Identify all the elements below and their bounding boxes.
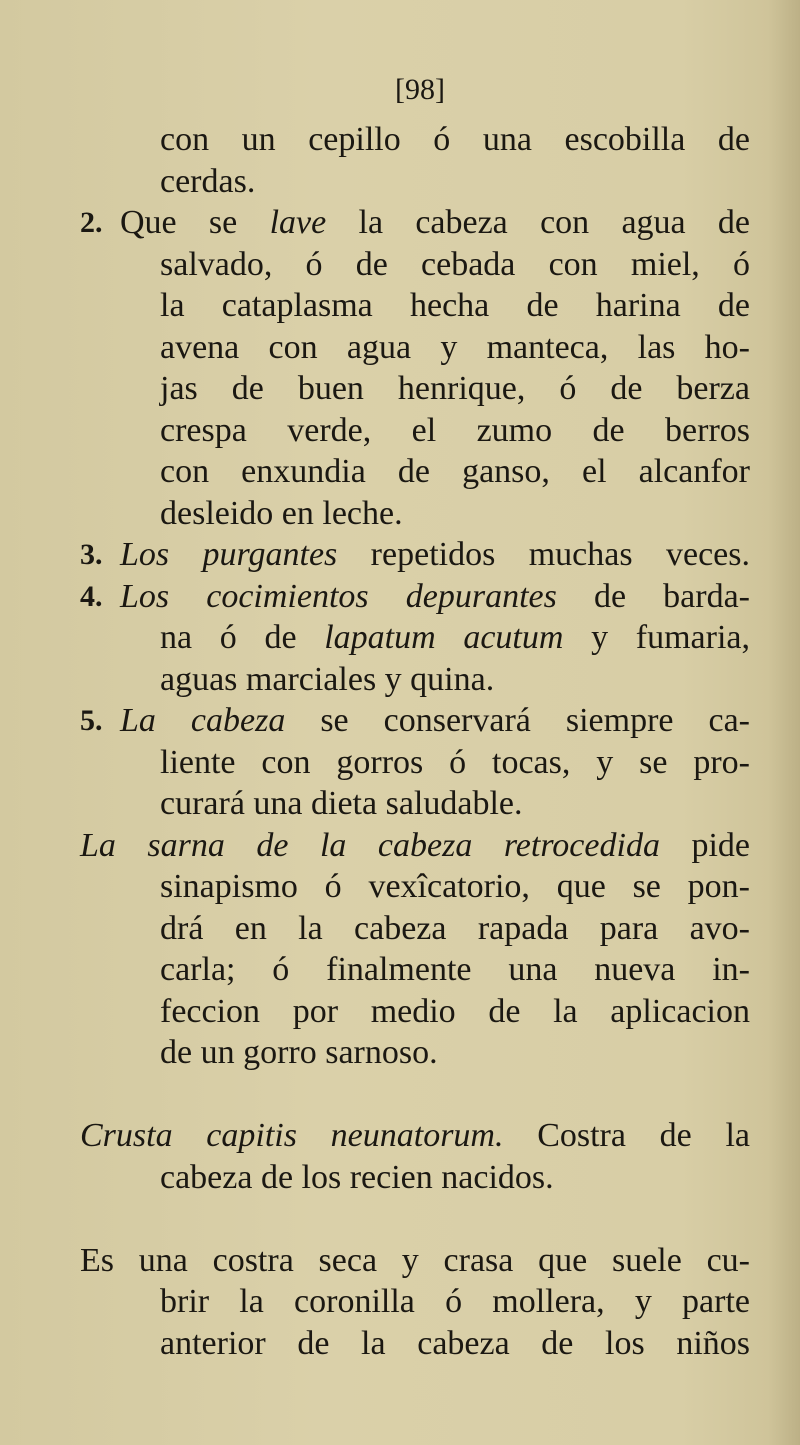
italic-text: lave	[269, 204, 327, 241]
text-span: jas de buen henrique, ó de berza	[160, 370, 750, 407]
text-span: Que se	[120, 204, 270, 241]
text-line	[120, 701, 750, 741]
text-line	[160, 411, 750, 451]
text-line	[160, 245, 750, 285]
text-span: curará una dieta saludable.	[160, 785, 523, 822]
italic-text: La sarna de la cabeza retrocedida	[80, 826, 660, 864]
text-span: brir la coronilla ó mollera, y parte	[160, 1283, 750, 1320]
text-line	[160, 452, 750, 492]
page-number: [98]	[395, 73, 445, 106]
text-span: Costra de la	[503, 1117, 750, 1154]
text-span: avena con agua y manteca, las ho-	[160, 328, 750, 366]
text-line	[160, 867, 750, 907]
text-span: drá en la cabeza rapada para avo-	[160, 909, 750, 947]
list-number: 2.	[80, 206, 103, 239]
text-line	[120, 535, 750, 575]
text-line	[160, 1158, 750, 1198]
text-line	[160, 992, 750, 1032]
text-span: cabeza de los recien nacidos.	[160, 1158, 554, 1196]
text-line	[160, 369, 750, 409]
text-line	[160, 1324, 750, 1364]
italic-text: lapatum acutum	[324, 619, 564, 656]
text-span: feccion por medio de la aplicacion	[160, 992, 750, 1030]
text-span: la cataplasma hecha de harina de	[160, 287, 750, 324]
text-span: pide	[659, 826, 750, 864]
italic-text: Los purgantes	[120, 536, 338, 573]
text-line	[160, 286, 750, 326]
text-line	[160, 162, 750, 202]
text-span: de barda-	[556, 577, 750, 615]
text-line	[80, 1241, 750, 1281]
text-span: con enxundia de ganso, el alcanfor	[160, 453, 750, 490]
text-line	[120, 203, 750, 243]
text-span: se conservará siempre ca-	[285, 702, 750, 739]
text-line	[80, 826, 750, 866]
text-span: liente con gorros ó tocas, y se pro-	[160, 743, 750, 781]
text-span: Es una costra seca y crasa que suele cu-	[80, 1241, 750, 1279]
text-line	[160, 120, 750, 160]
text-span: desleido en leche.	[160, 494, 403, 532]
italic-text: Crusta capitis neunatorum.	[80, 1117, 504, 1154]
text-span: la cabeza con agua de	[326, 204, 751, 241]
text-line	[120, 577, 750, 617]
text-span: crespa verde, el zumo de berros	[160, 411, 750, 449]
text-span: na ó de	[160, 619, 325, 656]
text-span: carla; ó finalmente una nueva in-	[160, 951, 750, 988]
text-span: salvado, ó de cebada con miel, ó	[160, 245, 750, 283]
text-line	[160, 1033, 750, 1073]
text-line	[160, 950, 750, 990]
text-line	[160, 618, 750, 658]
italic-text: La cabeza	[120, 702, 286, 739]
text-line	[160, 909, 750, 949]
text-line	[160, 784, 750, 824]
italic-text: Los cocimientos depurantes	[120, 577, 557, 615]
text-line	[160, 328, 750, 368]
list-number: 4.	[80, 579, 103, 613]
text-span: repetidos muchas veces.	[337, 536, 750, 573]
list-number: 3.	[80, 538, 103, 571]
text-span: anterior de la cabeza de los niños	[160, 1324, 750, 1362]
text-span: sinapismo ó vexîcatorio, que se pon-	[160, 868, 750, 905]
text-span: de un gorro sarnoso.	[160, 1034, 438, 1071]
text-line	[160, 1282, 750, 1322]
text-span: con un cepillo ó una escobilla de	[160, 121, 750, 158]
text-line	[80, 1116, 750, 1156]
text-line	[160, 494, 750, 534]
text-line	[160, 743, 750, 783]
text-span: y fumaria,	[563, 619, 751, 656]
text-span: aguas marciales y quina.	[160, 660, 495, 698]
list-number: 5.	[80, 704, 103, 737]
text-span: cerdas.	[160, 162, 256, 200]
text-line	[160, 660, 750, 700]
